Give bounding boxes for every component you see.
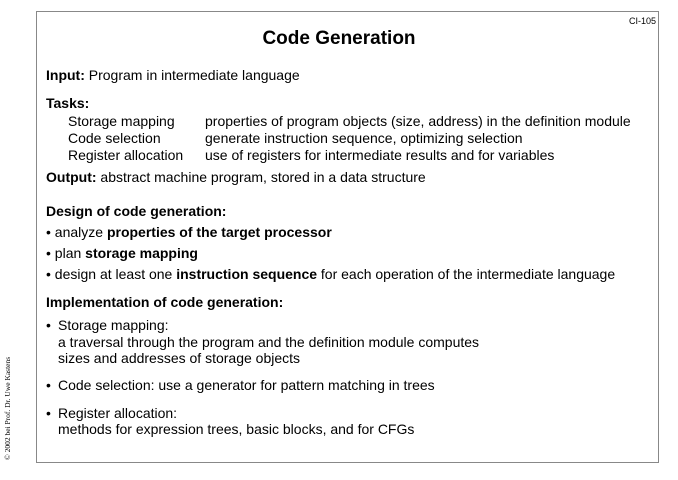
impl-item-line: sizes and addresses of storage objects	[58, 350, 301, 366]
bullet-dot: •	[46, 224, 51, 240]
design-item-text: design at least one	[54, 266, 177, 282]
impl-item-line: methods for expression trees, basic blocks, and for CFGs	[58, 421, 415, 437]
design-heading: Design of code generation:	[46, 203, 227, 219]
task-desc: use of registers for intermediate results and for variables	[205, 147, 555, 163]
impl-bullet-dot: •	[46, 317, 51, 333]
bullet-dot: •	[46, 245, 51, 261]
output-text: abstract machine program, stored in a data structure	[96, 169, 426, 185]
impl-item-line: Code selection: use a generator for pattern matching in trees	[58, 377, 435, 393]
input-label: Input:	[46, 67, 85, 83]
task-name: Storage mapping	[68, 113, 175, 129]
design-bullet	[46, 245, 198, 261]
design-bullet	[46, 266, 615, 282]
design-item-bold: storage mapping	[85, 245, 198, 261]
copyright-note: © 2002 bei Prof. Dr. Uwe Kastens	[3, 356, 12, 460]
tasks-heading: Tasks:	[46, 95, 90, 111]
page-title: Code Generation	[262, 28, 416, 49]
impl-item-line: Register allocation:	[58, 405, 178, 421]
task-desc: generate instruction sequence, optimizing selection	[205, 130, 523, 146]
impl-item-line: Storage mapping:	[58, 317, 169, 333]
output-line	[46, 169, 426, 185]
impl-item-line: a traversal through the program and the definition module computes	[58, 334, 480, 350]
impl-bullet-dot: •	[46, 405, 51, 421]
design-item-bold: properties of the target processor	[106, 224, 332, 240]
task-name: Code selection	[68, 130, 161, 146]
design-item-text: for each operation of the intermediate language	[317, 266, 616, 282]
task-desc: properties of program objects (size, address) in the definition module	[205, 113, 631, 129]
task-name: Register allocation	[68, 147, 184, 163]
design-item-bold: instruction sequence	[176, 266, 318, 282]
bullet-dot: •	[46, 266, 51, 282]
slide-id: CI-105	[628, 16, 656, 26]
impl-bullet-dot: •	[46, 377, 51, 393]
input-line	[46, 67, 300, 83]
output-label: Output:	[46, 169, 97, 185]
design-item-text: analyze	[54, 224, 107, 240]
design-item-text: plan	[54, 245, 86, 261]
impl-heading: Implementation of code generation:	[46, 294, 284, 310]
design-bullet	[46, 224, 332, 240]
input-text: Program in intermediate language	[84, 67, 300, 83]
